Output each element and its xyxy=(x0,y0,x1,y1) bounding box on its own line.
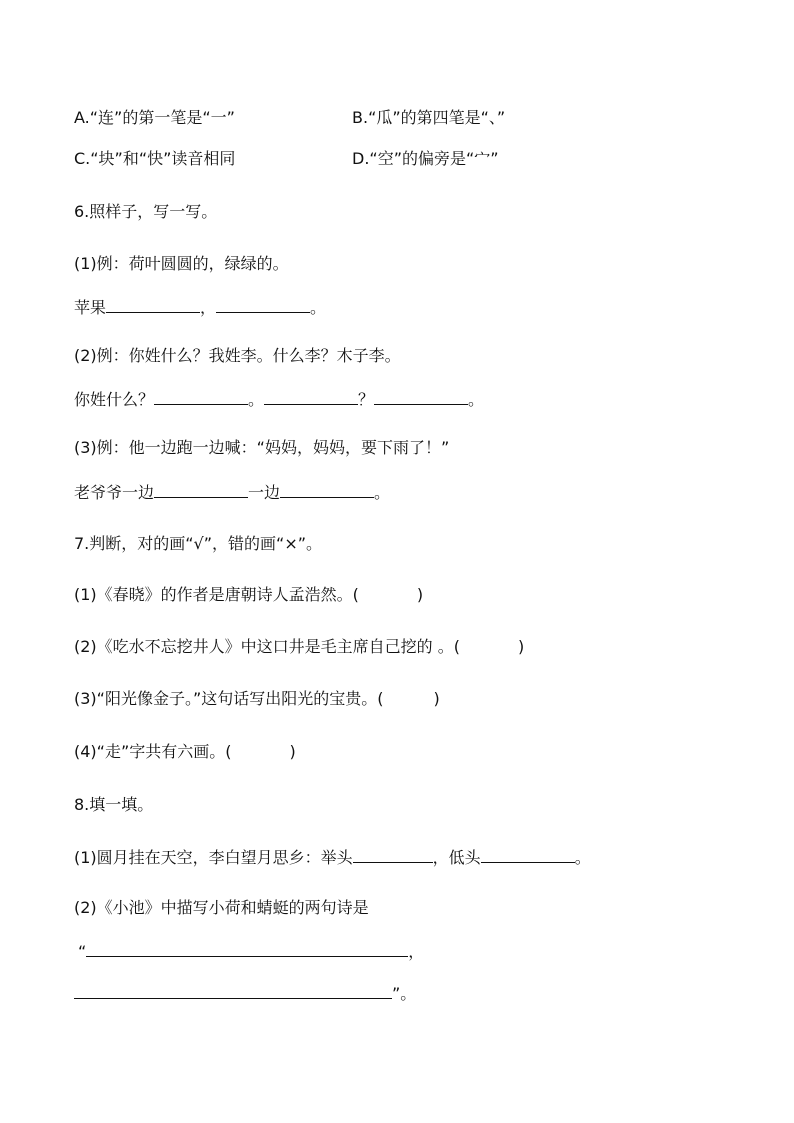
q7-title: 7.判断，对的画“√”，错的画“×”。 xyxy=(74,534,323,553)
q6-p2-example: (2)例：你姓什么？我姓李。什么李？木子李。 xyxy=(74,346,401,365)
q7-item-close-paren: ) xyxy=(416,585,424,604)
q7-item-open-paren: ( xyxy=(377,689,384,708)
q6-p1-answer-line xyxy=(74,296,326,319)
q8-p2-comma: ， xyxy=(408,942,425,961)
q8-p2-answer-line-1 xyxy=(78,940,424,963)
q8-p2-text: (2)《小池》中描写小荷和蜻蜓的两句诗是 xyxy=(74,898,369,917)
q5-option-b: B.“瓜”的第四笔是“、” xyxy=(352,108,506,127)
q6-p1-comma: ， xyxy=(200,298,217,317)
q8-p2-answer-line-2 xyxy=(74,982,416,1005)
q6-p2-question: ？ xyxy=(358,390,375,409)
q6-p3-blank-1[interactable] xyxy=(154,481,248,498)
q7-item-text: (1)《春晓》的作者是唐朝诗人孟浩然。 xyxy=(74,585,353,604)
q8-p1-blank-2[interactable] xyxy=(481,846,575,863)
q8-p1-mid: ，低头 xyxy=(432,848,481,867)
q6-p2-blank-3[interactable] xyxy=(374,388,468,405)
q7-item-close-paren: ) xyxy=(289,742,296,761)
q6-p3-example: (3)例：他一边跑一边喊：“妈妈，妈妈，要下雨了！” xyxy=(74,438,450,457)
q6-p3-answer-line xyxy=(74,481,390,504)
q6-p2-period-end: 。 xyxy=(468,390,485,409)
q7-item-close-paren: ) xyxy=(518,637,525,656)
q6-p2-blank-2[interactable] xyxy=(264,388,358,405)
q8-p2-open-quote: “ xyxy=(78,942,87,961)
q6-p2-blank-1[interactable] xyxy=(154,388,248,405)
q6-p1-blank-2[interactable] xyxy=(216,296,310,313)
q8-p1-blank-1[interactable] xyxy=(353,846,433,863)
q6-p1-prefix: 苹果 xyxy=(74,298,107,317)
q7-item-close-paren: ) xyxy=(433,689,440,708)
q6-p3-period: 。 xyxy=(374,483,391,502)
q6-p1-blank-1[interactable] xyxy=(106,296,200,313)
q6-p2-period: 。 xyxy=(248,390,265,409)
q7-item-text: (4)“走”字共有六画。 xyxy=(74,742,226,761)
q5-option-c: C.“块”和“快”读音相同 xyxy=(74,149,236,168)
q6-title: 6.照样子，写一写。 xyxy=(74,202,218,221)
q6-p2-answer-line xyxy=(74,388,484,411)
q8-p1-period: 。 xyxy=(574,848,591,867)
q7-item xyxy=(74,741,296,763)
q8-p2-blank-2[interactable] xyxy=(74,982,392,999)
q6-p3-mid: 一边 xyxy=(248,483,281,502)
q7-item-open-paren: ( xyxy=(225,742,232,761)
q8-p2-close-quote: ”。 xyxy=(392,984,417,1003)
q5-option-d: D.“空”的偏旁是“宀” xyxy=(352,149,499,168)
q6-p2-prefix: 你姓什么？ xyxy=(74,390,155,409)
q8-title: 8.填一填。 xyxy=(74,795,154,814)
q7-item xyxy=(74,688,440,710)
q7-item-text: (3)“阳光像金子。”这句话写出阳光的宝贵。 xyxy=(74,689,378,708)
q8-p1-prefix: (1)圆月挂在天空，李白望月思乡：举头 xyxy=(74,848,353,867)
q8-p2-blank-1[interactable] xyxy=(86,940,408,957)
q6-p3-blank-2[interactable] xyxy=(280,481,374,498)
q6-p1-period: 。 xyxy=(310,298,327,317)
q5-option-a: A.“连”的第一笔是“一” xyxy=(74,108,235,127)
q7-item xyxy=(74,636,524,658)
q8-p1-line xyxy=(74,846,591,869)
q7-item-open-paren: ( xyxy=(352,585,359,604)
q7-item xyxy=(74,584,423,606)
q6-p1-example: (1)例：荷叶圆圆的，绿绿的。 xyxy=(74,254,289,273)
q6-p3-prefix: 老爷爷一边 xyxy=(74,483,155,502)
q7-item-open-paren: ( xyxy=(453,637,461,656)
q7-item-text: (2)《吃水不忘挖井人》中这口井是毛主席自己挖的 。 xyxy=(74,637,454,656)
